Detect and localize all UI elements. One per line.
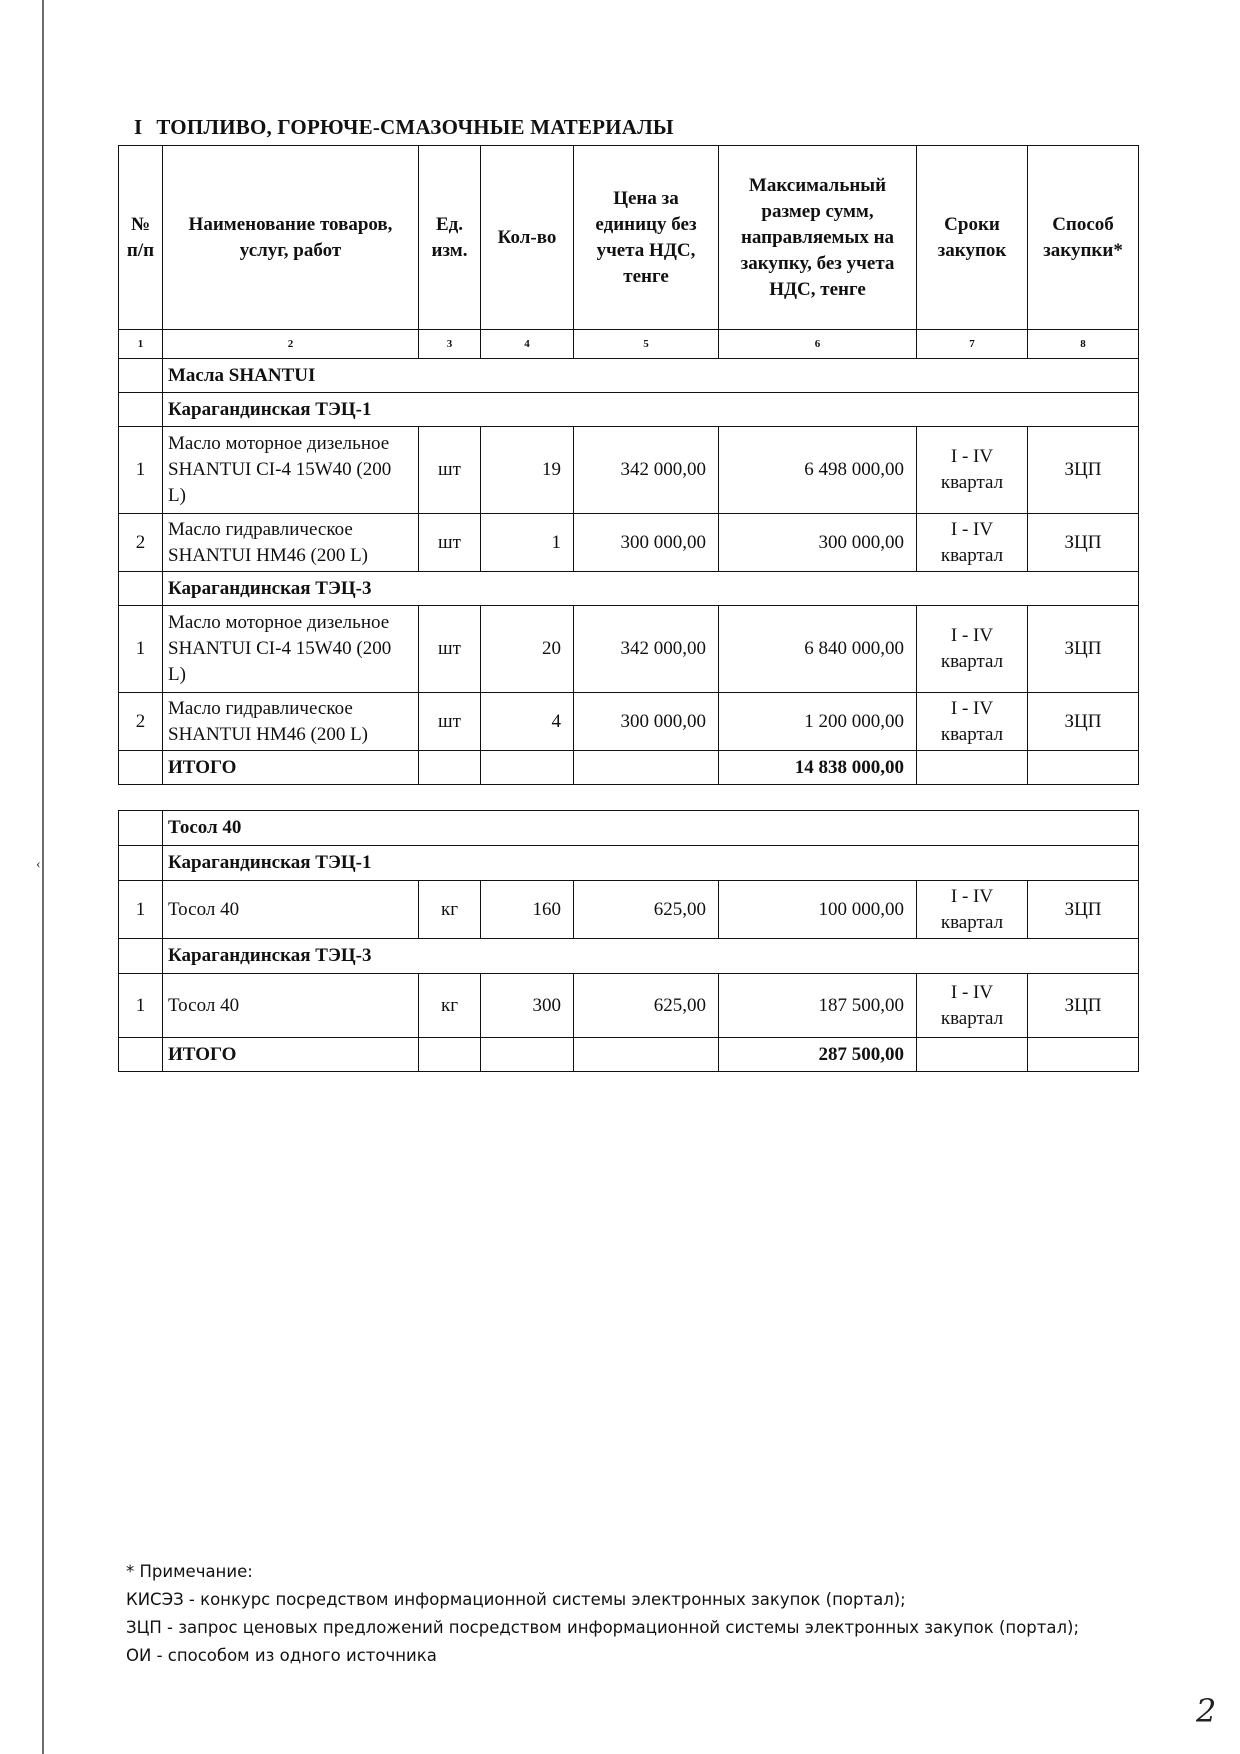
- item-term: I - IV квартал: [917, 514, 1028, 572]
- item-term: I - IV квартал: [917, 427, 1028, 514]
- group-title: Тосол 40: [163, 811, 1139, 846]
- antifreeze-table: [118, 810, 1139, 1072]
- footnote-title: * Примечание:: [126, 1562, 253, 1581]
- table-row: [119, 514, 1139, 572]
- item-name: Масло моторное дизельное SHANTUI CI-4 15W40 (200 L): [163, 427, 419, 514]
- item-qty: 160: [481, 881, 574, 939]
- item-unit: кг: [419, 881, 481, 939]
- table-row: [119, 693, 1139, 751]
- row-number: 1: [119, 881, 163, 939]
- subgroup-row: [119, 939, 1139, 974]
- item-name: Масло гидравлическое SHANTUI HM46 (200 L): [163, 514, 419, 572]
- item-method: ЗЦП: [1028, 514, 1139, 572]
- item-name: Масло моторное дизельное SHANTUI CI-4 15W40 (200 L): [163, 606, 419, 693]
- column-header: № п/п: [119, 146, 163, 330]
- row-number: 2: [119, 514, 163, 572]
- table-header-row: [119, 146, 1139, 330]
- column-header: Максимальный размер сумм, направляемых на закупку, без учета НДС, тенге: [719, 146, 917, 330]
- group-row: [119, 811, 1139, 846]
- item-method: ЗЦП: [1028, 881, 1139, 939]
- item-sum: 100 000,00: [719, 881, 917, 939]
- column-number: 6: [719, 330, 917, 359]
- table-row: [119, 606, 1139, 693]
- item-qty: 300: [481, 974, 574, 1038]
- item-qty: 19: [481, 427, 574, 514]
- row-number: 1: [119, 427, 163, 514]
- item-sum: 6 498 000,00: [719, 427, 917, 514]
- item-price: 300 000,00: [574, 514, 719, 572]
- column-number: 4: [481, 330, 574, 359]
- item-sum: 1 200 000,00: [719, 693, 917, 751]
- page-number: 2: [1196, 1692, 1217, 1730]
- item-price: 300 000,00: [574, 693, 719, 751]
- subgroup-title: Карагандинская ТЭЦ-1: [163, 393, 1139, 427]
- subgroup-title: Карагандинская ТЭЦ-1: [163, 846, 1139, 881]
- group-title: Масла SHANTUI: [163, 359, 1139, 393]
- column-header: Цена за единицу без учета НДС, тенге: [574, 146, 719, 330]
- item-qty: 1: [481, 514, 574, 572]
- column-header: Способ закупки*: [1028, 146, 1139, 330]
- item-method: ЗЦП: [1028, 606, 1139, 693]
- item-price: 625,00: [574, 881, 719, 939]
- row-number: 2: [119, 693, 163, 751]
- item-unit: кг: [419, 974, 481, 1038]
- row-number: 1: [119, 974, 163, 1038]
- item-qty: 20: [481, 606, 574, 693]
- item-method: ЗЦП: [1028, 693, 1139, 751]
- column-header: Сроки закупок: [917, 146, 1028, 330]
- total-sum: 287 500,00: [719, 1038, 917, 1072]
- column-number: 1: [119, 330, 163, 359]
- binding-line: [42, 0, 44, 1754]
- item-sum: 187 500,00: [719, 974, 917, 1038]
- subgroup-row: [119, 572, 1139, 606]
- group-row: [119, 359, 1139, 393]
- total-row: [119, 751, 1139, 785]
- item-sum: 300 000,00: [719, 514, 917, 572]
- column-number: 7: [917, 330, 1028, 359]
- item-name: Масло гидравлическое SHANTUI HM46 (200 L): [163, 693, 419, 751]
- table-row: [119, 974, 1139, 1038]
- section-roman-numeral: I: [134, 115, 143, 139]
- column-number-row: [119, 330, 1139, 359]
- subgroup-title: Карагандинская ТЭЦ-3: [163, 572, 1139, 606]
- total-label: ИТОГО: [163, 751, 419, 785]
- footnote: [126, 1558, 1126, 1670]
- binding-mark: ‹: [36, 857, 41, 872]
- section-title-text: ТОПЛИВО, ГОРЮЧЕ-СМАЗОЧНЫЕ МАТЕРИАЛЫ: [156, 115, 674, 139]
- item-price: 342 000,00: [574, 606, 719, 693]
- column-number: 3: [419, 330, 481, 359]
- item-unit: шт: [419, 606, 481, 693]
- item-term: I - IV квартал: [917, 693, 1028, 751]
- item-term: I - IV квартал: [917, 881, 1028, 939]
- item-unit: шт: [419, 427, 481, 514]
- item-term: I - IV квартал: [917, 974, 1028, 1038]
- column-number: 8: [1028, 330, 1139, 359]
- item-method: ЗЦП: [1028, 427, 1139, 514]
- item-name: Тосол 40: [163, 974, 419, 1038]
- item-qty: 4: [481, 693, 574, 751]
- total-sum: 14 838 000,00: [719, 751, 917, 785]
- item-term: I - IV квартал: [917, 606, 1028, 693]
- item-method: ЗЦП: [1028, 974, 1139, 1038]
- subgroup-row: [119, 846, 1139, 881]
- footnote-line: КИСЭЗ - конкурс посредством информационной системы электронных закупок (портал);: [126, 1590, 906, 1609]
- item-unit: шт: [419, 693, 481, 751]
- row-number: 1: [119, 606, 163, 693]
- total-row: [119, 1038, 1139, 1072]
- total-label: ИТОГО: [163, 1038, 419, 1072]
- item-sum: 6 840 000,00: [719, 606, 917, 693]
- item-name: Тосол 40: [163, 881, 419, 939]
- oils-table: [118, 145, 1139, 785]
- footnote-line: ОИ - способом из одного источника: [126, 1646, 437, 1665]
- table-row: [119, 881, 1139, 939]
- column-header: Наименование товаров, услуг, работ: [163, 146, 419, 330]
- table-row: [119, 427, 1139, 514]
- section-title: [134, 115, 674, 140]
- footnote-line: ЗЦП - запрос ценовых предложений посредством информационной системы электронных закупок (портал);: [126, 1618, 1080, 1637]
- column-number: 5: [574, 330, 719, 359]
- subgroup-row: [119, 393, 1139, 427]
- subgroup-title: Карагандинская ТЭЦ-3: [163, 939, 1139, 974]
- item-unit: шт: [419, 514, 481, 572]
- column-header: Ед. изм.: [419, 146, 481, 330]
- item-price: 342 000,00: [574, 427, 719, 514]
- column-header: Кол-во: [481, 146, 574, 330]
- column-number: 2: [163, 330, 419, 359]
- item-price: 625,00: [574, 974, 719, 1038]
